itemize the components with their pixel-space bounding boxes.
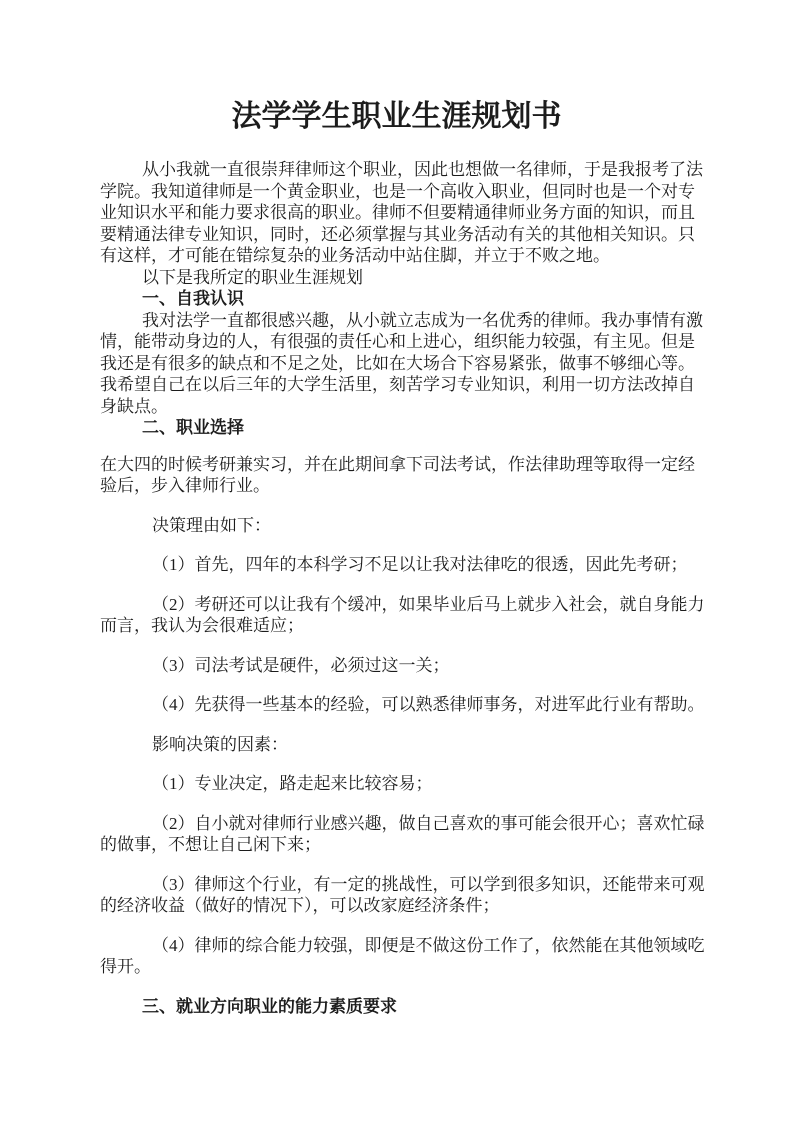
text-line: （3）司法考试是硬件，必须过这一关；: [152, 655, 450, 675]
text-line: 我还是有很多的缺点和不足之处，比如在大场合下容易紧张，做事不够细心等。: [100, 353, 695, 373]
text-line: （3）律师这个行业，有一定的挑战性，可以学到很多知识，还能带来可观: [152, 874, 705, 894]
text-line: 有这样，才可能在错综复杂的业务活动中站住脚，并立于不败之地。: [100, 246, 610, 265]
text-line: 情，能带动身边的人，有很强的责任心和上进心，组织能力较强，有主见。但是: [100, 332, 695, 351]
paragraph: [100, 554, 693, 576]
paragraph: [100, 935, 705, 978]
text-line: 身缺点。: [100, 396, 168, 416]
text-line: 验后，步入律师行业。: [100, 476, 270, 495]
text-line: 影响决策的因素：: [152, 734, 288, 754]
paragraph: [100, 874, 705, 917]
text-line: 我对法学一直都很感兴趣，从小就立志成为一名优秀的律师。我办事情有激: [142, 310, 703, 330]
paragraph: [100, 813, 705, 856]
paragraph: [100, 773, 693, 795]
text-line: 三、就业方向职业的能力素质要求: [142, 996, 397, 1016]
text-line: 的做事，不想让自己闲下来；: [100, 835, 321, 854]
text-line: 业知识水平和能力要求很高的职业。律师不但要精通律师业务方面的知识，而且: [100, 203, 695, 222]
paragraph: [100, 655, 693, 677]
text-line: （1）专业决定，路走起来比较容易；: [152, 774, 433, 793]
text-line: 我希望自己在以后三年的大学生活里，刻苦学习专业知识，利用一切方法改掉自: [100, 375, 695, 394]
paragraph: [100, 159, 703, 267]
document-body: [100, 159, 705, 1017]
text-line: （4）律师的综合能力较强，即便是不做这份工作了，依然能在其他领域吃: [152, 935, 705, 955]
text-line: 的经济收益（做好的情况下），可以改家庭经济条件；: [100, 896, 500, 915]
text-line: 学院。我知道律师是一个黄金职业，也是一个高收入职业，但同时也是一个对专: [100, 181, 695, 201]
text-line: 在大四的时候考研兼实习，并在此期间拿下司法考试，作法律助理等取得一定经: [100, 454, 695, 474]
paragraph: [100, 515, 693, 537]
text-line: 得开。: [100, 957, 151, 976]
section-heading: [100, 288, 693, 310]
document-title: 法学学生职业生涯规划书: [231, 100, 562, 133]
text-line: 二、职业选择: [142, 418, 244, 437]
text-line: 以下是我所定的职业生涯规划: [142, 267, 363, 287]
text-line: （4）先获得一些基本的经验，可以熟悉律师事务，对进军此行业有帮助。: [152, 695, 705, 714]
text-line: （1）首先，四年的本科学习不足以让我对法律吃的很透，因此先考研；: [152, 555, 688, 574]
paragraph: [100, 734, 693, 756]
text-line: 而言，我认为会很难适应；: [100, 616, 304, 635]
text-line: 一、自我认识: [142, 289, 244, 308]
paragraph: [100, 267, 693, 289]
text-line: 要精通法律专业知识，同时，还必须掌握与其业务活动有关的其他相关知识。只: [100, 224, 695, 244]
section-heading: [100, 996, 693, 1018]
paragraph: [100, 594, 705, 637]
paragraph: [100, 694, 705, 716]
paragraph: [100, 310, 703, 418]
text-line: （2）自小就对律师行业感兴趣，做自己喜欢的事可能会很开心；喜欢忙碌: [152, 813, 705, 833]
text-line: （2）考研还可以让我有个缓冲，如果毕业后马上就步入社会，就自身能力: [152, 594, 705, 614]
section-heading: [100, 417, 693, 439]
text-line: 从小我就一直很崇拜律师这个职业，因此也想做一名律师，于是我报考了法: [142, 160, 703, 179]
text-line: 决策理由如下：: [152, 515, 271, 535]
paragraph: [100, 454, 693, 497]
